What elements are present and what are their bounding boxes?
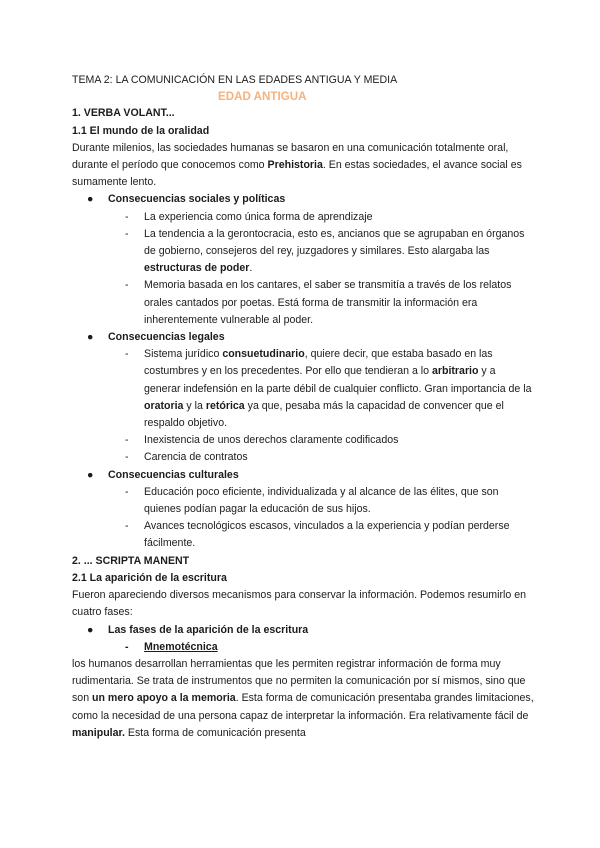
- bullet-icon: ●: [87, 331, 94, 344]
- list-item: - La experiencia como única forma de aprendizaje: [125, 210, 373, 223]
- section-heading-1: 1. VERBA VOLANT...: [72, 107, 175, 120]
- list-item: - Memoria basada en los cantares, el saber se transmitía a través de los relatos orales cantados por poetas. Está forma de transmitir la información era inherentemente vulnerable al poder.: [125, 279, 512, 326]
- section-subtitle: EDAD ANTIGUA: [218, 90, 307, 104]
- bullet-icon: ●: [87, 623, 94, 636]
- bullet-social-political: ● Consecuencias sociales y políticas: [72, 191, 534, 208]
- list-item: - Inexistencia de unos derechos claramente codificados: [125, 434, 399, 447]
- mnemotecnica-paragraph: los humanos desarrollan herramientas que les permiten registrar información de forma muy rudimentaria. Se trata de instrumentos que no permiten la comunicación por sí mismos, sino que son un mero apoyo a la memoria. Esta forma de comunicación presentaba grandes limitaciones, como la necesidad de una persona capaz de interpretar la información. Era relativamente fácil de manipular. Esta forma de comunicación presenta: [72, 657, 534, 739]
- bullet-legal: ● Consecuencias legales: [72, 329, 534, 346]
- document-body: [72, 72, 534, 742]
- list-item: - Carencia de contratos: [125, 451, 248, 464]
- list-item: - Educación poco eficiente, individualizada y al alcance de las élites, que son quienes podían pagar la educación de sus hijos.: [125, 485, 499, 516]
- bullet-icon: ●: [87, 468, 94, 481]
- section-2-intro: Fueron apareciendo diversos mecanismos para conservar la información. Podemos resumirlo en cuatro fases:: [72, 589, 526, 619]
- bullet-cultural: ● Consecuencias culturales: [72, 467, 534, 484]
- list-item: - Avances tecnológicos escasos, vinculados a la experiencia y podían perderse fácilmente.: [125, 520, 510, 550]
- bullet-icon: ●: [87, 193, 94, 206]
- subsection-heading-2-1: 2.1 La aparición de la escritura: [72, 571, 227, 584]
- list-item: - La tendencia a la gerontocracia, esto es, ancianos que se agrupaban en órganos de gobierno, consejeros del rey, juzgadores y similares. Esto alargaba las estructuras de poder.: [125, 227, 525, 275]
- intro-paragraph: Durante milenios, las sociedades humanas se basaron en una comunicación totalmente oral, durante el período que conocemos como Prehistoria. En estas sociedades, el avance social es sumamente lento.: [72, 141, 522, 189]
- page-title: TEMA 2: LA COMUNICACIÓN EN LAS EDADES ANTIGUA Y MEDIA: [72, 74, 398, 86]
- subsection-heading-1-1: 1.1 El mundo de la oralidad: [72, 124, 210, 137]
- list-item: - Sistema jurídico consuetudinario, quiere decir, que estaba basado en las costumbres y en los precedentes. Por ello que tendieran a lo arbitrario y a generar indefensión en la parte débil de cualquier conflicto. Gran importancia de la oratoria y la retórica ya que, pesaba más la capacidad de convencer que el respaldo objetivo.: [125, 348, 532, 430]
- phase-heading-mnemotecnica: - Mnemotécnica: [125, 640, 218, 653]
- bullet-writing-phases: ● Las fases de la aparición de la escritura: [72, 622, 534, 639]
- section-heading-2: 2. ... SCRIPTA MANENT: [72, 554, 190, 567]
